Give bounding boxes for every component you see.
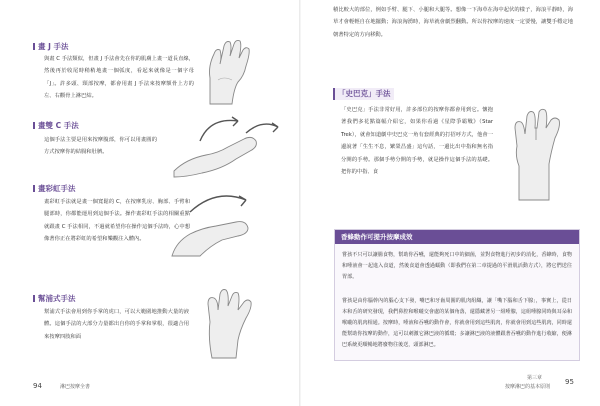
paragraph-double-c-stroke: 這個手法主要是用來按摩腹部，你可以用畫圓的方式按摩你的結腸和肚臍。 (44, 137, 157, 156)
book-title-footer: 淋巴按摩全書 (60, 384, 91, 390)
paragraph-pump-stroke: 幫浦式手法會用到你手掌的虎口，可以大範圍地推動大量的液體。這個手法的大部分力量都出自你的手掌和掌根，很適合用來按摩四肢和面 (44, 309, 189, 340)
paragraph-continued: 積比較大的部位，例如手臂、腿下、小腿和大腿等。想像一下海草在海中起伏的樣子，海浪平靜時，海草才會輕輕自在地擺動；海浪洶湧時，海草就會劇烈翻動。所以你按摩的速度一定要慢，讓雙手穩定地朝著特定的方向移動。 (333, 7, 573, 38)
heading-double-c-stroke: 畫雙 C 手法 (33, 120, 79, 131)
page-number-right: 95 (565, 378, 574, 386)
rainbow-stroke-illustration (166, 186, 266, 262)
j-stroke-hand-illustration (198, 36, 258, 108)
paragraph-j-stroke: 與畫 C 手法類似，但畫 J 手法會先在你的肌膚上畫一道長直線，然後再於收尾時稍稍地畫一個弧度，看起來就像是一個字母「J」。許多頭、頸部按摩，都會用畫 J 手法來按摩額骨上方的左、右顴骨上淋巴結。 (44, 56, 194, 100)
right-page (301, 0, 600, 406)
callout-box (334, 229, 580, 361)
chapter-title-footer: 按摩淋巴的基本原則 (505, 384, 551, 390)
heading-j-stroke: 畫 J 手法 (33, 41, 69, 52)
pump-stroke-hand-illustration (198, 286, 258, 362)
spock-hand-illustration (505, 106, 569, 202)
heading-pump-stroke: 幫浦式手法 (33, 293, 76, 304)
callout-paragraph-1: 嘗孩不只可以讓腸食物，幫助你吞嚥，還能夠死口中的細菌，並對食物進行初步的消化，香蜂時，食物和唾液會一起進入食道，然後食道會透過蠕動（即我們在第二章提過的平滑肌活動方式），將它們送往胃部。 (342, 252, 572, 280)
paragraph-rainbow-stroke: 畫彩虹手法就是畫一個寬鬆的 C，在按摩乳房、胸部、手臂和腿部時，你都能運用到這個手法。操作畫彩虹手法的相關重點就跟畫 C 手法相同，不過就希望你在操作這個手法時，心中想像著你正在將彩虹的希望和樂觀注入體內。 (44, 199, 190, 243)
double-c-stroke-illustration (166, 111, 286, 179)
heading-rainbow-stroke: 畫彩虹手法 (33, 183, 76, 194)
callout-title: 香蜂動作可提升按摩成效 (335, 230, 579, 244)
paragraph-spock-stroke: 「史巴克」手法非常好用，許多部位的按摩你都會用到它。懷抱著我們多花點篇幅介紹它，如果你看過《星際爭霸戰》（Star Trek），就會知道劇中史巴克一角有套經典的打招呼方式，他會一邊說著「生生不息，繁榮昌盛」這句話，一邊比出中指和無名指分開的手勢。那個手勢分開的手勢，就是操作這個手法的基礎。把你的中指、食 (341, 107, 493, 176)
chapter-footer: 第三章 (527, 375, 543, 381)
page-number-left: 94 (33, 382, 42, 390)
callout-paragraph-2: 嘗孩是由你腦幹內的腦心支下發，嘴巴和牙齒周圍的肌肉組織，讓「嘴下腦和舌下腺」，事實上，從日本和舌的研究發現，我們鼻腔和喉嚨交會處的某個角落，還隱藏著另一組唾腺，這組唾腺同時與耳朵和喉嚨的肌肉相通。按摩時，唾液和吞嚥的動作會，你就會用到這些肌肉，你就會用到這些肌肉，同時還能幫助你按摩的動作，這可以刺激它淋巴液的循環；多讓淋巴液的液體跟著吞嚥的動作進行收縮，便淋巴系統更順暢地將廢物往後送，頭部淋巴。 (342, 298, 572, 348)
heading-spock-stroke: 「史巴克」手法 (333, 88, 394, 100)
